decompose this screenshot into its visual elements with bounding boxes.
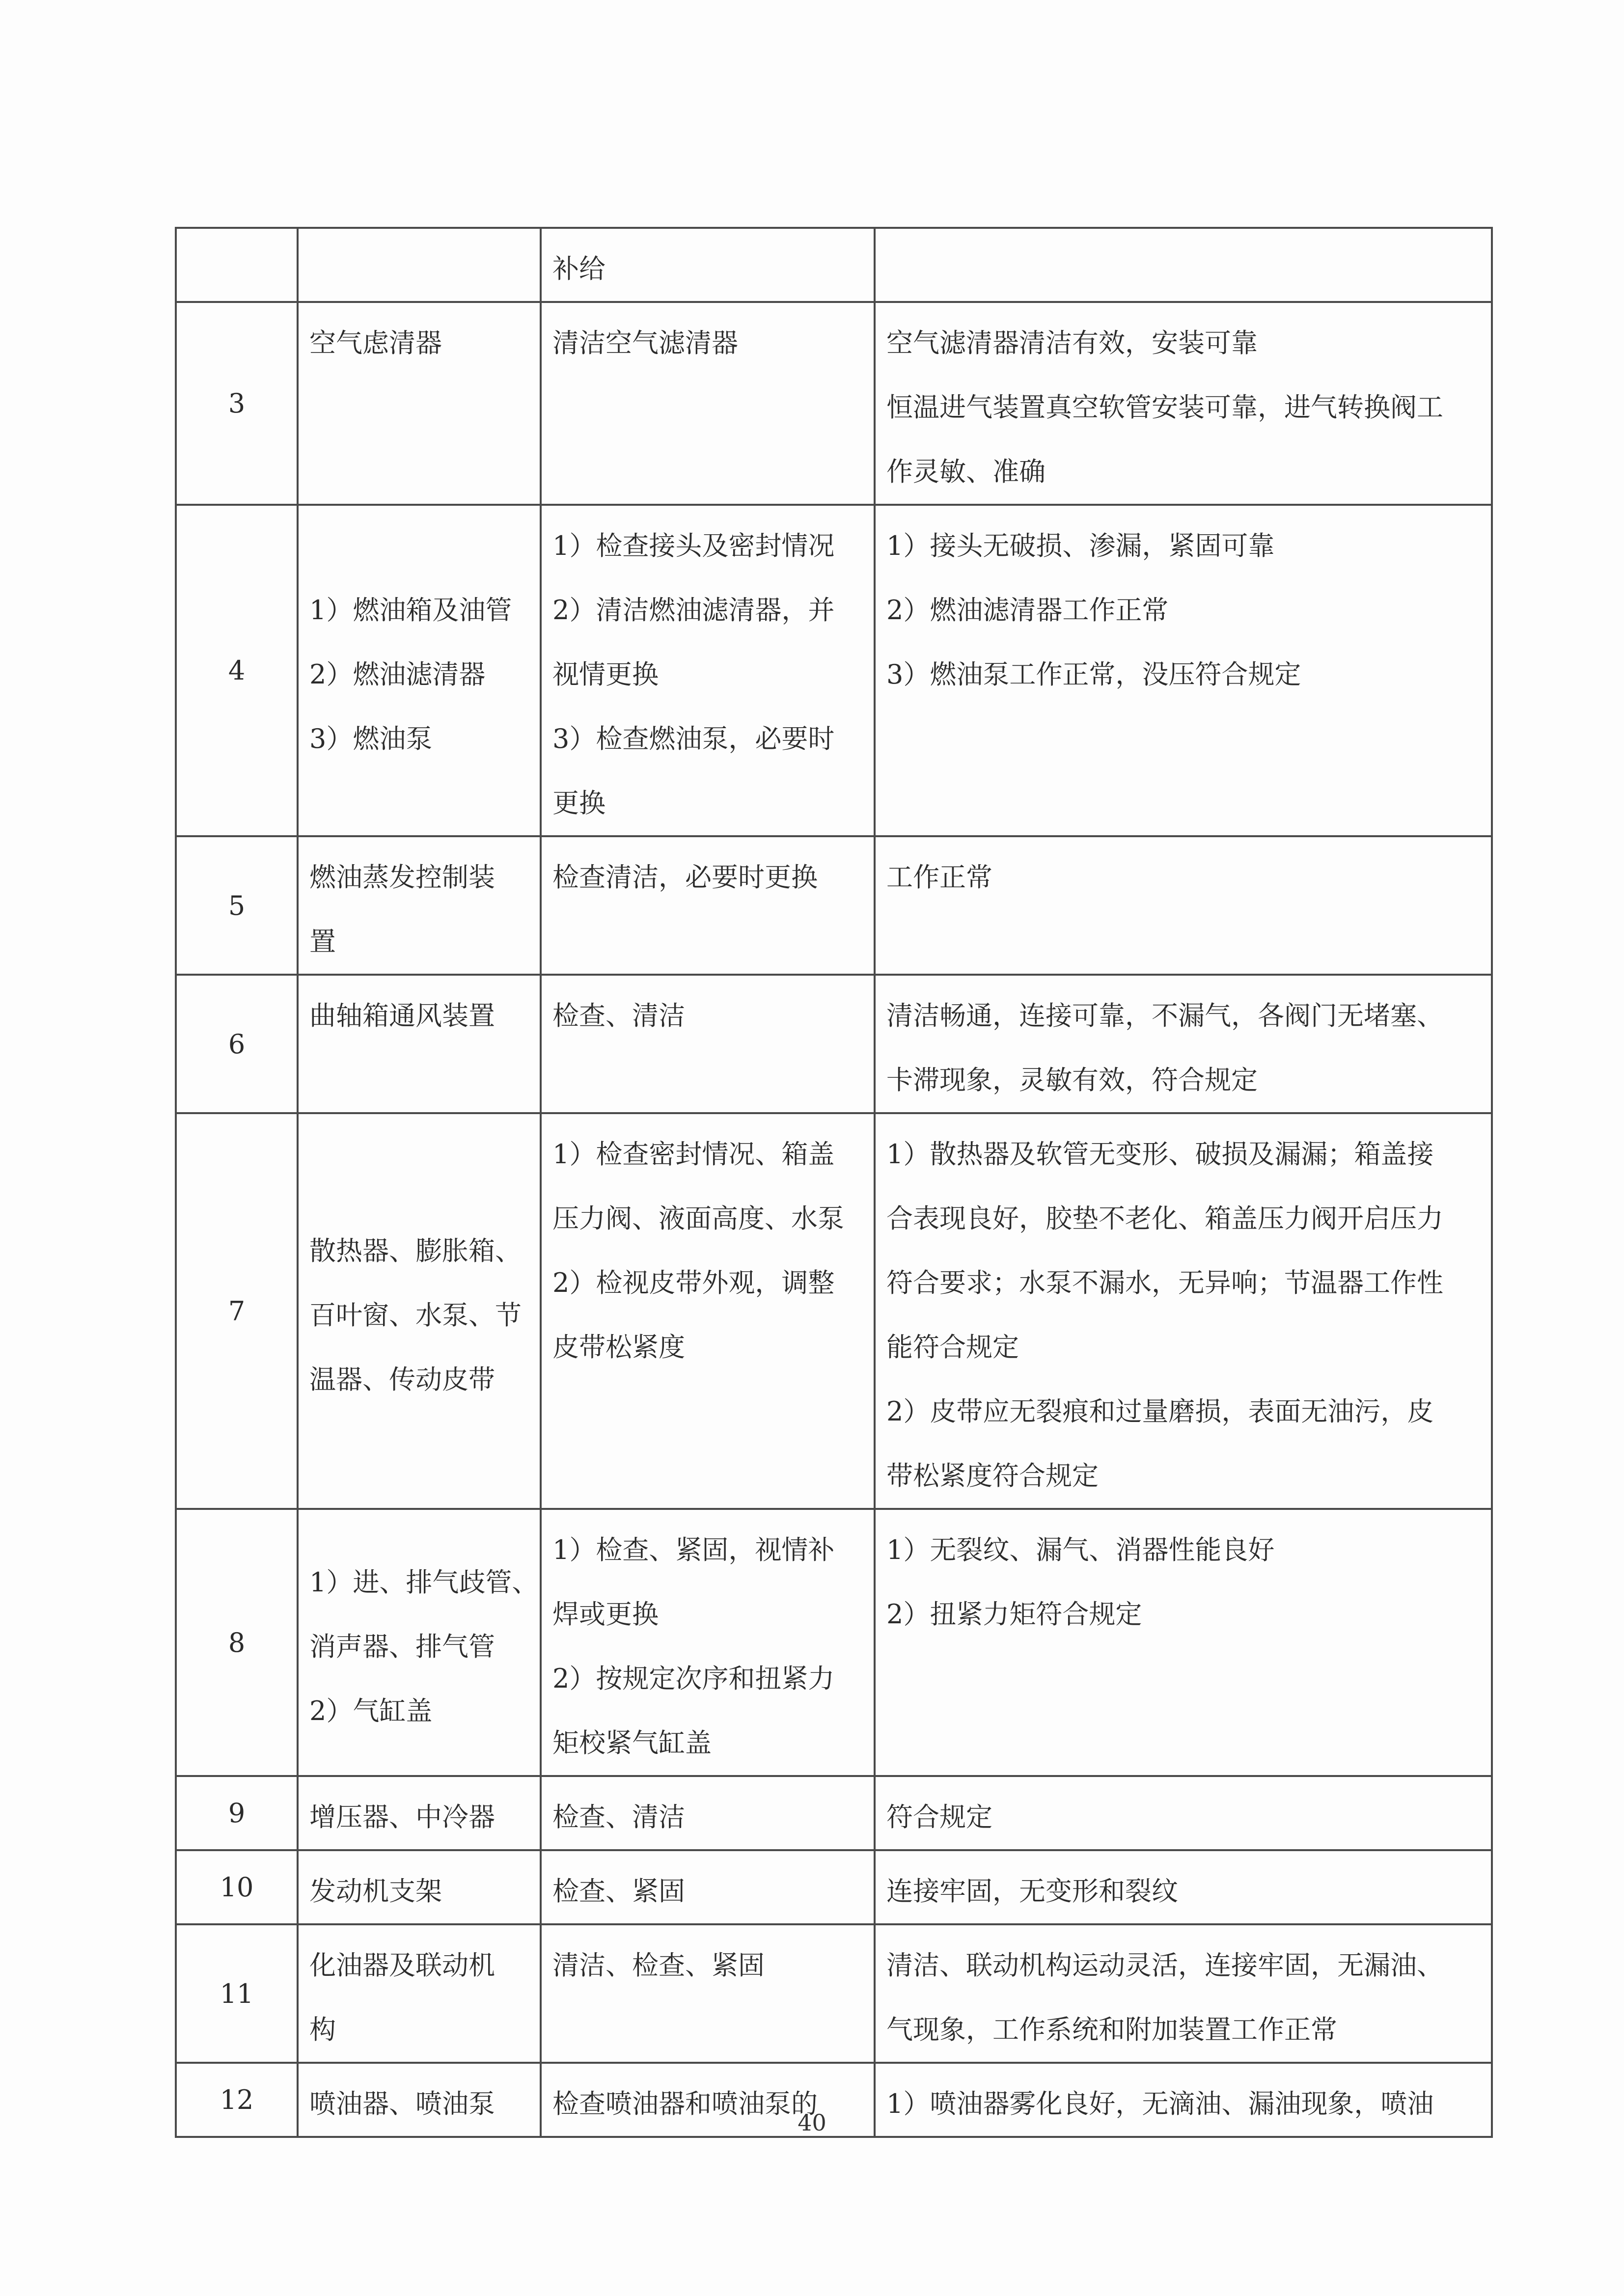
page-number: 40 (798, 2109, 826, 2136)
operation-cell (541, 1776, 875, 1850)
row-number-cell: 5 (176, 836, 298, 975)
item-line: 空气虑清器 (309, 328, 442, 358)
operation-line: 压力阀、液面高度、水泵 (552, 1203, 844, 1234)
requirement-cell (875, 505, 1492, 836)
item-line: 1）燃油箱及油管 (309, 595, 512, 626)
requirement-cell (875, 302, 1492, 505)
requirement-line: 工作正常 (886, 862, 992, 893)
row-number-cell: 8 (176, 1509, 298, 1776)
requirement-line: 1）散热器及软管无变形、破损及漏漏；箱盖接 (886, 1139, 1434, 1170)
requirement-line: 恒温进气装置真空软管安装可靠，进气转换阀工 (886, 392, 1443, 423)
item-line: 构 (309, 2014, 336, 2045)
requirement-line: 清洁、联动机构运动灵活，连接牢固，无漏油、 (886, 1950, 1443, 1981)
item-cell (298, 1924, 541, 2063)
operation-cell (541, 836, 875, 975)
operation-line: 1）检查接头及密封情况 (552, 530, 835, 561)
operation-cell (541, 1850, 875, 1924)
operation-cell (541, 975, 875, 1113)
operation-line: 检查、清洁 (552, 1802, 685, 1832)
requirement-line: 2）燃油滤清器工作正常 (886, 595, 1169, 626)
item-line: 百叶窗、水泵、节 (309, 1299, 522, 1331)
requirement-line: 2）扭紧力矩符合规定 (886, 1599, 1142, 1630)
operation-line: 检查、清洁 (552, 1000, 685, 1031)
requirement-line: 连接牢固，无变形和裂纹 (886, 1876, 1178, 1907)
requirement-line: 气现象，工作系统和附加装置工作正常 (886, 2014, 1337, 2045)
item-line: 散热器、膨胀箱、 (309, 1235, 522, 1266)
operation-line: 1）检查密封情况、箱盖 (552, 1139, 835, 1170)
item-line: 3）燃油泵 (309, 723, 433, 754)
table-row (176, 228, 1492, 302)
item-cell (298, 1113, 541, 1509)
item-line: 1）进、排气歧管、 (309, 1566, 539, 1598)
requirement-line: 1）接头无破损、渗漏，紧固可靠 (886, 530, 1275, 561)
table-row (176, 1924, 1492, 2063)
table-row (176, 302, 1492, 505)
operation-line: 矩校紧气缸盖 (552, 1727, 712, 1758)
requirement-line: 符合规定 (886, 1802, 992, 1832)
operation-line: 检查清洁，必要时更换 (552, 862, 818, 893)
item-cell (298, 1776, 541, 1850)
requirement-line: 3）燃油泵工作正常，没压符合规定 (886, 659, 1301, 690)
requirement-line: 带松紧度符合规定 (886, 1460, 1099, 1491)
operation-line: 清洁、检查、紧固 (552, 1950, 765, 1981)
requirement-line: 卡滞现象，灵敏有效，符合规定 (886, 1065, 1258, 1095)
operation-line: 补给 (552, 253, 606, 284)
requirement-cell (875, 1113, 1492, 1509)
maintenance-table (175, 227, 1493, 2138)
item-cell (298, 1509, 541, 1776)
item-line: 发动机支架 (309, 1876, 442, 1907)
requirement-cell (875, 975, 1492, 1113)
row-number-cell: 3 (176, 302, 298, 505)
item-line: 置 (309, 926, 336, 957)
item-line: 增压器、中冷器 (309, 1802, 495, 1832)
operation-line: 清洁空气滤清器 (552, 328, 738, 358)
requirement-line: 空气滤清器清洁有效，安装可靠 (886, 328, 1258, 358)
item-line: 温器、传动皮带 (309, 1364, 495, 1395)
requirement-line: 合表现良好，胶垫不老化、箱盖压力阀开启压力 (886, 1203, 1443, 1234)
operation-line: 2）按规定次序和扭紧力 (552, 1663, 835, 1694)
operation-cell (541, 228, 875, 302)
operation-line: 皮带松紧度 (552, 1332, 685, 1363)
requirement-cell (875, 1924, 1492, 2063)
item-cell (298, 228, 541, 302)
requirement-line: 能符合规定 (886, 1332, 1019, 1363)
item-cell (298, 505, 541, 836)
requirement-cell (875, 1850, 1492, 1924)
table-row (176, 1113, 1492, 1509)
table-body (176, 228, 1492, 2137)
operation-line: 3）检查燃油泵，必要时 (552, 723, 835, 754)
item-line: 曲轴箱通风装置 (309, 1000, 495, 1031)
item-cell (298, 836, 541, 975)
operation-line: 检查、紧固 (552, 1876, 685, 1907)
row-number-cell: 6 (176, 975, 298, 1113)
table-row (176, 1850, 1492, 1924)
item-line: 喷油器、喷油泵 (309, 2088, 495, 2119)
operation-cell (541, 302, 875, 505)
table-row (176, 1776, 1492, 1850)
operation-line: 2）清洁燃油滤清器，并 (552, 595, 835, 626)
item-line: 化油器及联动机 (309, 1950, 495, 1981)
row-number-cell: 11 (176, 1924, 298, 2063)
row-number-cell: 4 (176, 505, 298, 836)
row-number-cell (176, 228, 298, 302)
item-cell (298, 975, 541, 1113)
operation-line: 更换 (552, 788, 606, 819)
operation-line: 2）检视皮带外观，调整 (552, 1267, 835, 1298)
requirement-cell (875, 836, 1492, 975)
item-line: 2）燃油滤清器 (309, 659, 486, 690)
operation-line: 焊或更换 (552, 1599, 659, 1630)
operation-cell (541, 1113, 875, 1509)
row-number-cell: 12 (176, 2063, 298, 2137)
row-number-cell: 9 (176, 1776, 298, 1850)
requirement-line: 1）无裂纹、漏气、消器性能良好 (886, 1534, 1275, 1565)
requirement-cell (875, 1776, 1492, 1850)
row-number-cell: 10 (176, 1850, 298, 1924)
requirement-line: 1）喷油器雾化良好，无滴油、漏油现象，喷油 (886, 2088, 1434, 2119)
requirement-line: 符合要求；水泵不漏水，无异响；节温器工作性 (886, 1267, 1443, 1298)
row-number-cell: 7 (176, 1113, 298, 1509)
operation-cell (541, 1509, 875, 1776)
item-line: 消声器、排气管 (309, 1631, 495, 1662)
requirement-cell (875, 228, 1492, 302)
table-row (176, 836, 1492, 975)
table-row (176, 505, 1492, 836)
operation-cell (541, 505, 875, 836)
operation-line: 1）检查、紧固，视情补 (552, 1534, 835, 1565)
item-line: 燃油蒸发控制装 (309, 862, 495, 893)
requirement-line: 作灵敏、准确 (886, 456, 1046, 487)
item-cell (298, 1850, 541, 1924)
requirement-cell (875, 1509, 1492, 1776)
table-row (176, 975, 1492, 1113)
table-row (176, 1509, 1492, 1776)
requirement-line: 清洁畅通，连接可靠，不漏气，各阀门无堵塞、 (886, 1000, 1443, 1031)
operation-cell (541, 1924, 875, 2063)
operation-line: 检查喷油器和喷油泵的 (552, 2088, 818, 2119)
requirement-line: 2）皮带应无裂痕和过量磨损，表面无油污，皮 (886, 1396, 1434, 1427)
item-line: 2）气缸盖 (309, 1695, 433, 1726)
operation-line: 视情更换 (552, 659, 659, 690)
item-cell (298, 302, 541, 505)
